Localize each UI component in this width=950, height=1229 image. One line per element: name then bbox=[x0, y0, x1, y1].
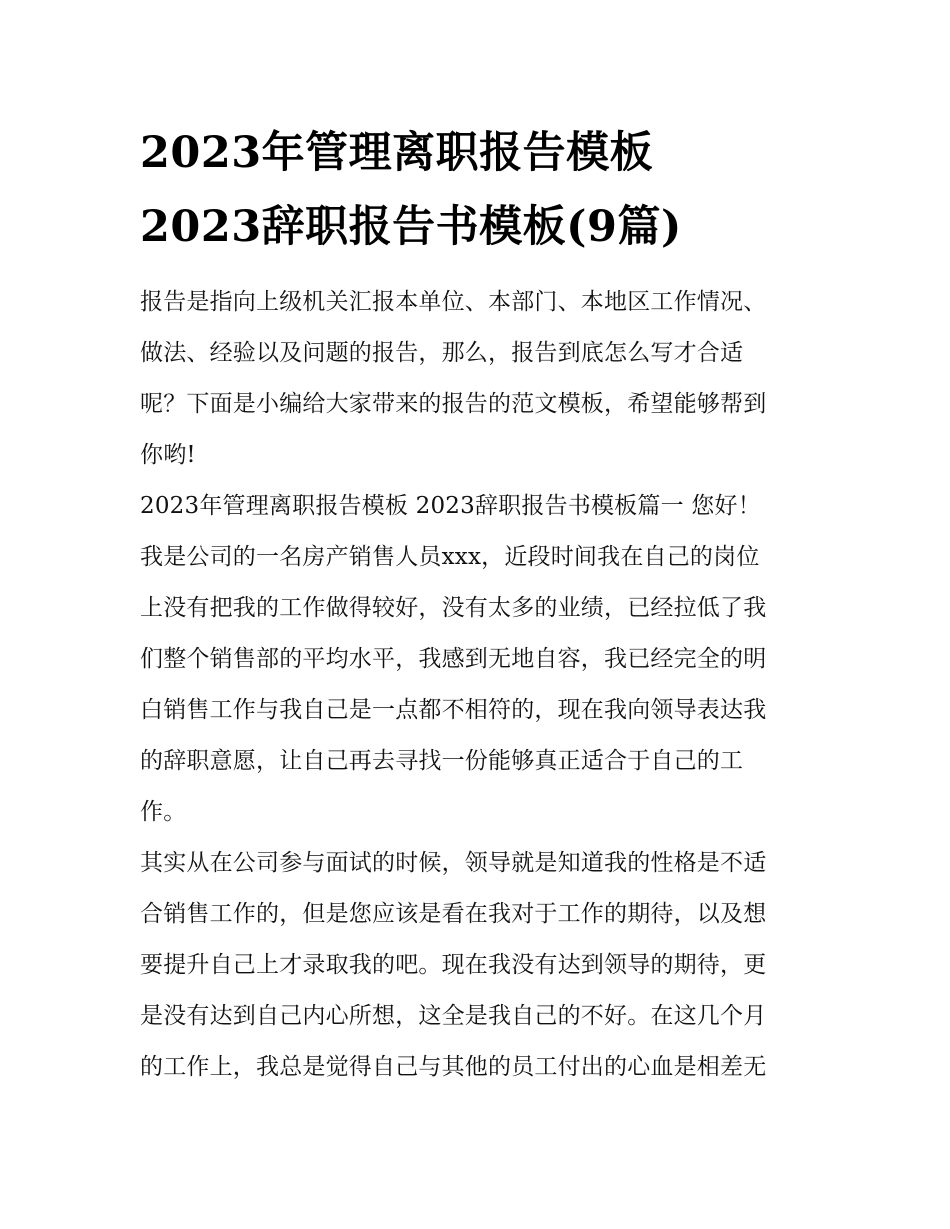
body-line: 是没有达到自己内心所想，这全是我自己的不好。在这几个月 bbox=[140, 1003, 767, 1029]
intro-line: 呢？下面是小编给大家带来的报告的范文模板，希望能够帮到 bbox=[140, 391, 767, 417]
body-line: 合销售工作的，但是您应该是看在我对于工作的期待，以及想 bbox=[140, 901, 767, 927]
body-line: 们整个销售部的平均水平，我感到无地自容，我已经完全的明 bbox=[140, 646, 767, 672]
body-line: 白销售工作与我自己是一点都不相符的，现在我向领导表达我 bbox=[140, 697, 767, 723]
intro-line: 做法、经验以及问题的报告，那么，报告到底怎么写才合适 bbox=[140, 340, 744, 366]
document-title bbox=[140, 116, 812, 264]
body-line: 作。 bbox=[140, 799, 187, 825]
intro-line: 你哟! bbox=[140, 442, 196, 468]
intro-line: 报告是指向上级机关汇报本单位、本部门、本地区工作情况、 bbox=[140, 289, 767, 315]
intro-paragraph bbox=[140, 277, 812, 481]
body-line: 的工作上，我总是觉得自己与其他的员工付出的心血是相差无 bbox=[140, 1054, 767, 1080]
title-line-2: 2023辞职报告书模板(9篇) bbox=[140, 202, 682, 252]
body-line: 的辞职意愿，让自己再去寻找一份能够真正适合于自己的工 bbox=[140, 748, 744, 774]
title-line-1: 2023年管理离职报告模板 bbox=[140, 128, 654, 178]
body-paragraph-1 bbox=[140, 532, 812, 838]
document-body bbox=[140, 116, 812, 1093]
body-line: 要提升自己上才录取我的吧。现在我没有达到领导的期待，更 bbox=[140, 952, 767, 978]
section-heading: 2023年管理离职报告模板 2023辞职报告书模板篇一 您好！ bbox=[140, 493, 761, 519]
body-paragraph-2 bbox=[140, 838, 812, 1093]
body-line: 上没有把我的工作做得较好，没有太多的业绩，已经拉低了我 bbox=[140, 595, 767, 621]
body-line: 其实从在公司参与面试的时候，领导就是知道我的性格是不适 bbox=[140, 850, 767, 876]
body-line: 我是公司的一名房产销售人员xxx，近段时间我在自己的岗位 bbox=[140, 544, 760, 570]
